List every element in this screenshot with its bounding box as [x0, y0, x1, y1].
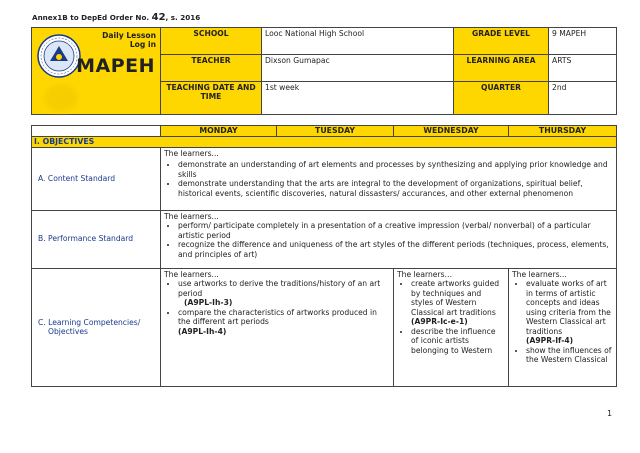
- header-table: [31, 27, 617, 115]
- grade-level-label: GRADE LEVEL: [454, 28, 549, 55]
- performance-standard-label: B. Performance Standard: [32, 210, 161, 268]
- quarter-value: 2nd: [549, 82, 617, 115]
- competencies-label: [32, 268, 161, 386]
- competency-code: (A9PR-If-4): [526, 336, 574, 346]
- objectives-section-row: [32, 137, 617, 148]
- thursday-competency-item: [526, 279, 613, 345]
- quarter-label: QUARTER: [454, 82, 549, 115]
- monday-competency-text: use artworks to derive the traditions/history of an art period: [178, 279, 381, 298]
- wednesday-competency-item: • describe the influence of iconic artists belonging to Western: [411, 327, 505, 355]
- thursday-competency-text: evaluate works of art in terms of artistic concepts and ideas using criteria from the Western Classical art traditions: [526, 279, 611, 336]
- school-value: Looc National High School: [262, 28, 454, 55]
- annex-suffix: , s. 2016: [165, 13, 201, 22]
- performance-standard-item: • perform/ participate completely in a presentation of a creative impression (verbal/ nonverbal) of a particular artistic period: [178, 221, 613, 240]
- competency-code: (A9PR-Ic-e-1): [411, 317, 468, 327]
- grade-level-value: 9 MAPEH: [549, 28, 617, 55]
- competencies-label-line-1: C. Learning Competencies/: [38, 317, 141, 327]
- objectives-section-title: I. OBJECTIVES: [32, 137, 617, 148]
- competency-code: (A9PL-Ih-4): [178, 326, 227, 336]
- performance-standard-intro: The learners...: [164, 211, 219, 221]
- subject-title: MAPEH: [76, 55, 155, 77]
- day-header-row: [32, 126, 617, 137]
- thursday-intro: The learners...: [512, 269, 567, 279]
- dll-line-1: Daily Lesson: [102, 31, 156, 40]
- content-standard-item: • demonstrate understanding that the arts are integral to the development of organizations, spiritual belief, historical events, scientific discoveries, natural dissasters/ accurances, and other external phenomenon: [178, 179, 613, 198]
- monday-competency-item: [178, 308, 390, 336]
- objectives-table: [31, 125, 617, 387]
- teacher-label: TEACHER: [161, 55, 262, 82]
- performance-standard-item: • recognize the difference and uniqueness of the art styles of the different periods (techniques, process, elements, and principles of art): [178, 240, 613, 259]
- content-standard-label: A. Content Standard: [32, 147, 161, 210]
- wednesday-competency-text: create artworks guided by techniques and styles of Western Classical art traditions: [411, 279, 500, 317]
- wednesday-competencies-list: [397, 279, 505, 355]
- monday-competencies-list: [164, 279, 390, 336]
- content-standard-row: [32, 147, 617, 210]
- daily-lesson-log-title: [102, 31, 156, 49]
- wednesday-competency-item: [411, 279, 505, 326]
- performance-standard-cell: [161, 210, 617, 268]
- day-monday: MONDAY: [161, 126, 277, 137]
- teacher-value: Dixson Gumapac: [262, 55, 454, 82]
- learning-area-value: ARTS: [549, 55, 617, 82]
- content-standard-cell: [161, 147, 617, 210]
- teaching-date-label: TEACHING DATE AND TIME: [161, 82, 262, 115]
- deped-seal-icon: [37, 34, 81, 78]
- annex-prefix: Annex1B to DepEd Order No.: [32, 13, 152, 22]
- thursday-competencies-list: [512, 279, 613, 364]
- dll-line-2: Log in: [129, 40, 156, 50]
- thursday-competencies-cell: [509, 268, 617, 386]
- competencies-row: [32, 268, 617, 386]
- day-wednesday: WEDNESDAY: [394, 126, 509, 137]
- blurred-stamp: [44, 84, 78, 112]
- monday-tuesday-competencies-cell: [161, 268, 394, 386]
- content-standard-item: • demonstrate an understanding of art elements and processes by synthesizing and applying prior knowledge and skills: [178, 160, 613, 179]
- monday-competency-item: [178, 279, 390, 307]
- annex-number: 42: [151, 12, 166, 23]
- day-tuesday: TUESDAY: [277, 126, 394, 137]
- performance-standard-list: [164, 221, 613, 259]
- brand-cell: [32, 28, 161, 115]
- performance-standard-row: [32, 210, 617, 268]
- school-label: SCHOOL: [161, 28, 262, 55]
- monday-intro: The learners...: [164, 269, 219, 279]
- day-thursday: THURSDAY: [509, 126, 617, 137]
- competencies-label-line-2: Objectives: [48, 327, 88, 337]
- thursday-competency-item: • show the influences of the Western Classical: [526, 346, 613, 365]
- annex-reference: [32, 12, 200, 23]
- wednesday-competencies-cell: [394, 268, 509, 386]
- wednesday-intro: The learners…: [397, 269, 453, 279]
- content-standard-list: [164, 160, 613, 198]
- content-standard-intro: The learners...: [164, 148, 219, 158]
- teaching-date-value: 1st week: [262, 82, 454, 115]
- page-number: 1: [607, 409, 613, 418]
- learning-area-label: LEARNING AREA: [454, 55, 549, 82]
- day-header-blank: [32, 126, 161, 137]
- competency-code: (A9PL-Ih-3): [184, 298, 233, 308]
- monday-competency-text: compare the characteristics of artworks produced in the different art periods: [178, 307, 377, 327]
